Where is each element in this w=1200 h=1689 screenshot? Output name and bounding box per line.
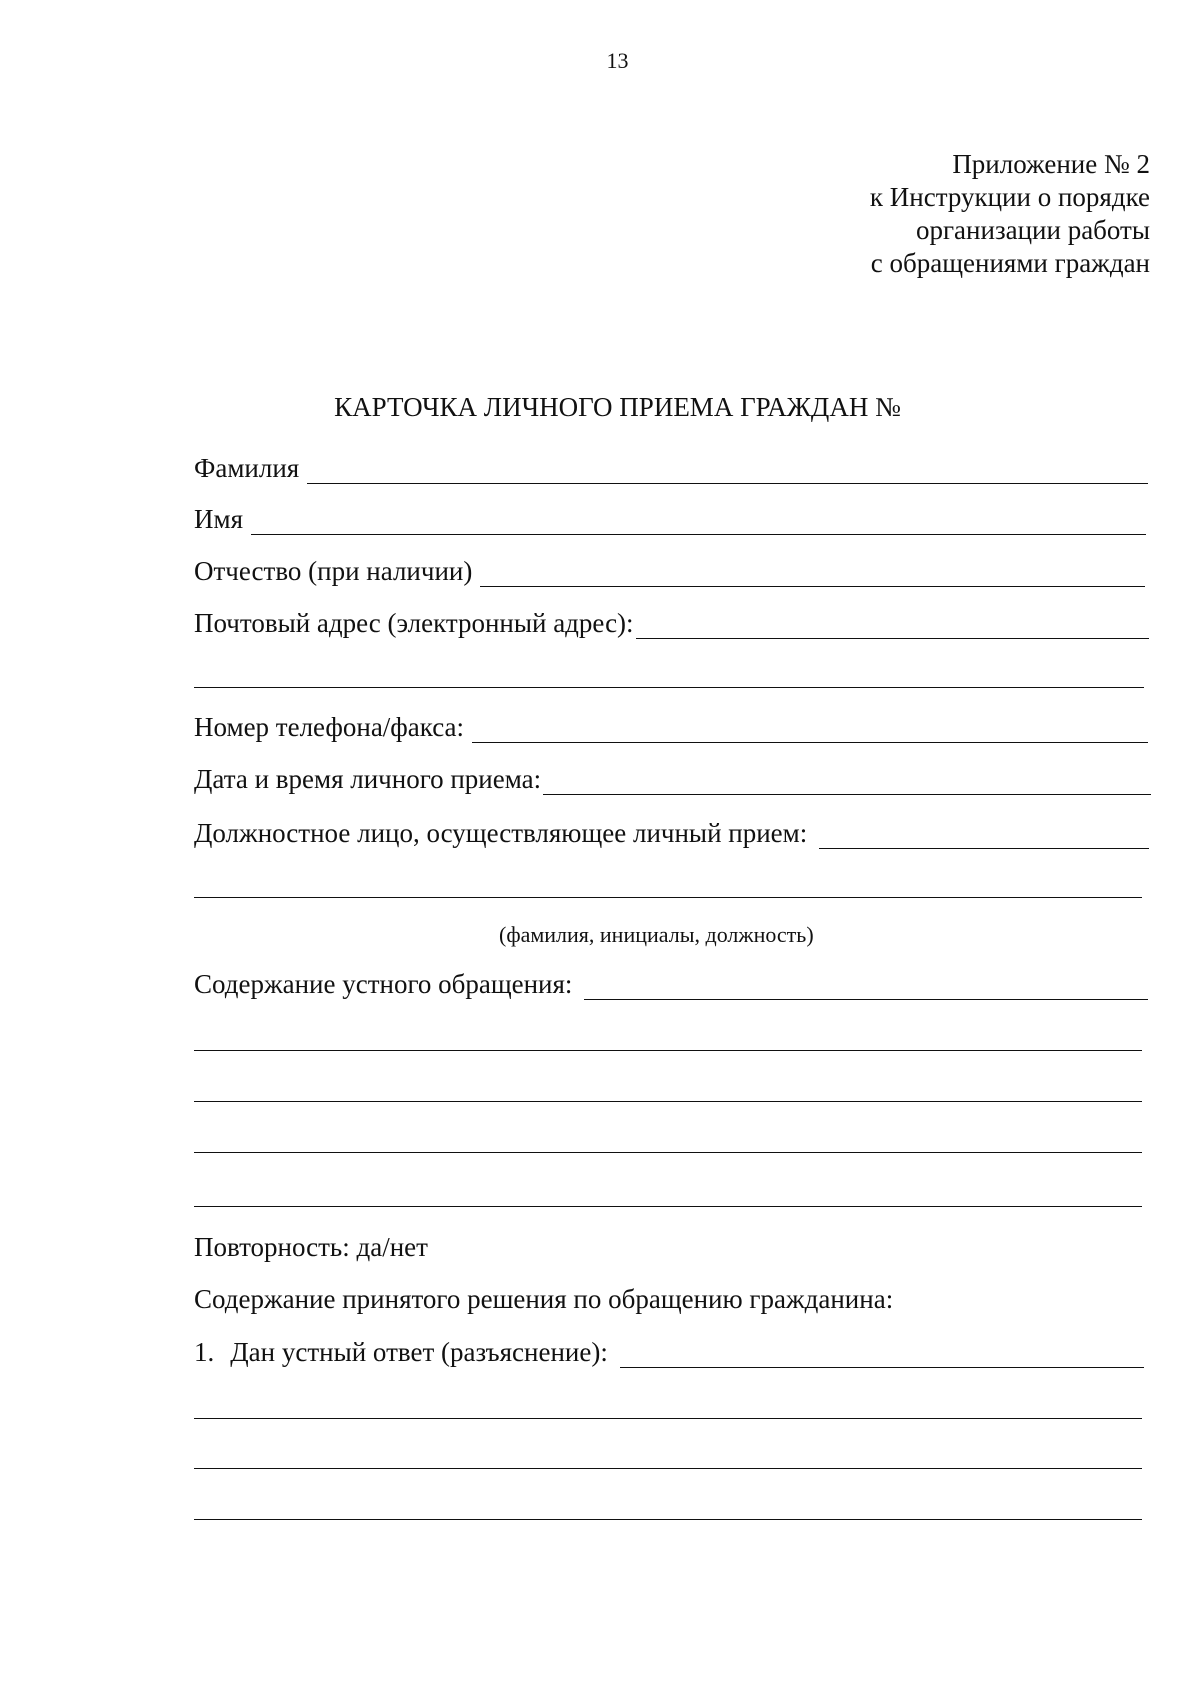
surname-input-line[interactable] (307, 457, 1148, 484)
page-number: 13 (606, 48, 629, 73)
phone-field (194, 711, 1148, 743)
content-line-5[interactable] (194, 1206, 1142, 1207)
content-input-line[interactable] (584, 973, 1148, 1000)
datetime-input-line[interactable] (543, 768, 1151, 795)
appendix-line-3: организации работы (915, 215, 1150, 245)
content-line-2[interactable] (194, 1050, 1142, 1051)
official-caption: (фамилия, инициалы, должность) (499, 922, 814, 947)
official-extra-line[interactable] (194, 897, 1142, 898)
name-field (194, 503, 1146, 535)
content-field (194, 968, 1148, 1000)
answer-line-3[interactable] (194, 1468, 1142, 1469)
appendix-line-1: Приложение № 2 (952, 149, 1150, 179)
official-label: Должностное лицо, осуществляющее личный прием: (194, 818, 808, 848)
content-label: Содержание устного обращения: (194, 969, 573, 999)
official-field (194, 817, 1149, 849)
phone-label: Номер телефона/факса: (194, 712, 465, 742)
name-label: Имя (194, 504, 244, 534)
address-input-line[interactable] (636, 612, 1149, 639)
card-title: КАРТОЧКА ЛИЧНОГО ПРИЕМА ГРАЖДАН № (334, 392, 901, 422)
repeat-label: Повторность: да/нет (194, 1232, 428, 1262)
answer-line-2[interactable] (194, 1418, 1142, 1419)
appendix-note (870, 148, 1150, 280)
official-input-line[interactable] (819, 822, 1149, 849)
phone-input-line[interactable] (472, 716, 1148, 743)
answer-number: 1. (194, 1337, 215, 1367)
datetime-label: Дата и время личного приема: (194, 764, 542, 794)
name-input-line[interactable] (251, 508, 1146, 535)
address-extra-line[interactable] (194, 687, 1144, 688)
patronymic-field (194, 555, 1145, 587)
appendix-line-4: с обращениями граждан (870, 248, 1150, 278)
appendix-line-2: к Инструкции о порядке (869, 182, 1150, 212)
address-label: Почтовый адрес (электронный адрес): (194, 608, 634, 638)
answer-field (194, 1336, 1144, 1368)
datetime-field (194, 763, 1151, 795)
surname-field (194, 452, 1148, 484)
answer-input-line[interactable] (620, 1341, 1144, 1368)
address-field (194, 607, 1149, 639)
surname-label: Фамилия (194, 453, 300, 483)
content-line-3[interactable] (194, 1101, 1142, 1102)
patronymic-label: Отчество (при наличии) (194, 556, 473, 586)
patronymic-input-line[interactable] (480, 560, 1145, 587)
answer-line-4[interactable] (194, 1519, 1142, 1520)
content-line-4[interactable] (194, 1152, 1142, 1153)
decision-label: Содержание принятого решения по обращению гражданина: (194, 1284, 894, 1314)
answer-label: Дан устный ответ (разъяснение): (230, 1337, 608, 1367)
